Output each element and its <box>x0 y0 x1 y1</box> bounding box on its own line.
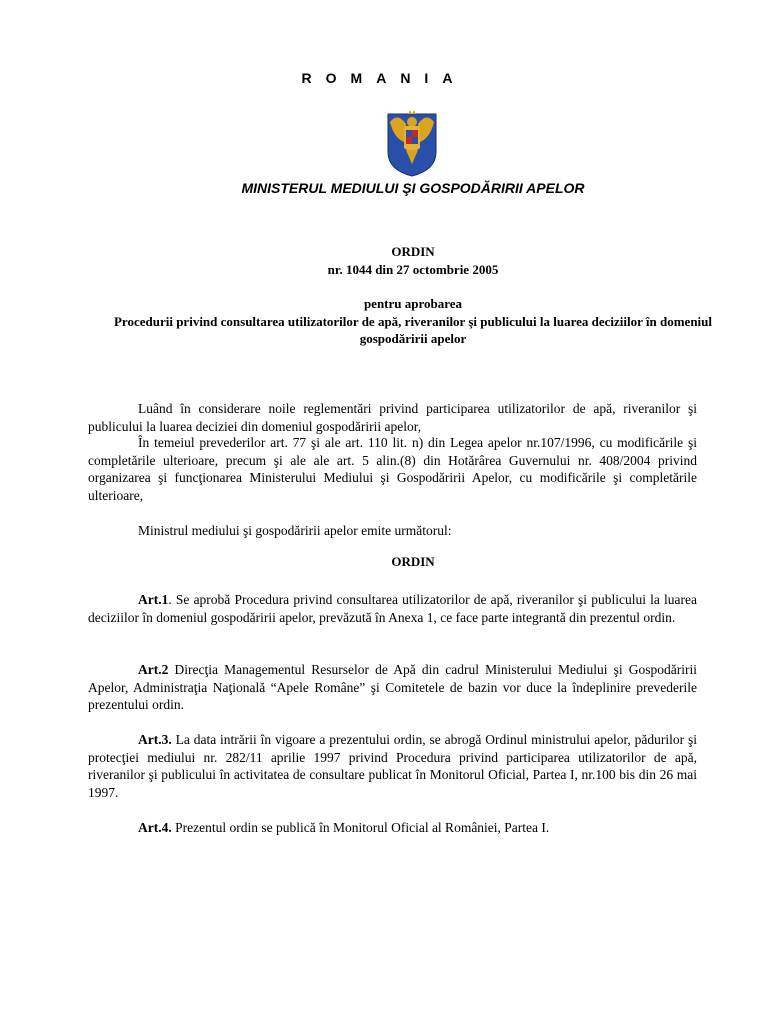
order-purpose-intro: pentru aprobarea <box>363 296 463 311</box>
article-label: Art.2 <box>138 662 169 677</box>
order-heading: ORDIN <box>391 554 435 569</box>
order-title: ORDIN <box>391 244 435 259</box>
article-1 <box>88 591 697 626</box>
article-4 <box>88 819 697 837</box>
article-text: Direcţia Managementul Resurselor de Apă din cadrul Ministerului Mediului şi Gospodăririi Apelor, Administraţia Naţională “Apele Române” şi Comitetele de bazin vor duce la îndeplinire prevederile prezentului ordin. <box>88 662 697 712</box>
article-label: Art.3. <box>138 732 172 747</box>
article-2 <box>88 661 697 714</box>
article-text: . Se aprobă Procedura privind consultarea utilizatorilor de apă, riveranilor şi publicului la luarea deciziilor în domeniul gospodăririi apelor, prevăzută în Anexa 1, ce face parte integrantă din prezentul ordin. <box>88 592 697 625</box>
article-label: Art.4. <box>138 820 172 835</box>
article-label: Art.1 <box>138 592 169 607</box>
article-3 <box>88 731 697 801</box>
preamble-paragraph-3: Ministrul mediului şi gospodăririi apelor emite următorul: <box>138 523 452 538</box>
preamble-paragraph-2: În temeiul prevederilor art. 77 şi ale art. 110 lit. n) din Legea apelor nr.107/1996, cu modificările şi completările ulterioare, precum şi ale ale art. 5 alin.(8) din Hotărârea Guvernului nr. 408/2004 privind organizarea şi funcţionarea Ministerului Mediului şi Gospodăririi Apelor, cu modificările şi completările ulterioare, <box>88 435 697 503</box>
order-number: nr. 1044 din 27 octombrie 2005 <box>327 262 499 277</box>
preamble-paragraph-1: Luând în considerare noile reglementări privind participarea utilizatorilor de apă, riveranilor şi publicului la luarea deciziei din domeniul gospodăririi apelor, <box>88 401 697 434</box>
coat-of-arms-icon <box>384 108 440 178</box>
ministry-name: MINISTERUL MEDIULUI ŞI GOSPODĂRIRII APELOR <box>241 180 585 196</box>
order-procedure-title: Procedurii privind consultarea utilizatorilor de apă, riveranilor şi publicului la luarea deciziilor în domeniul gospodăririi apelor <box>113 314 713 346</box>
country-heading: ROMANIA <box>301 70 467 86</box>
article-text: Prezentul ordin se publică în Monitorul Oficial al României, Partea I. <box>171 820 550 835</box>
article-text: La data intrării în vigoare a prezentului ordin, se abrogă Ordinul ministrului apelor, pădurilor şi protecţiei mediului nr. 282/11 aprilie 1997 privind Procedura privind participarea utilizatorilor de apă, riveranilor şi publicului în activitatea de consultare publicat în Monitorul Oficial, Partea I, nr.100 bis din 26 mai 1997. <box>88 732 697 800</box>
